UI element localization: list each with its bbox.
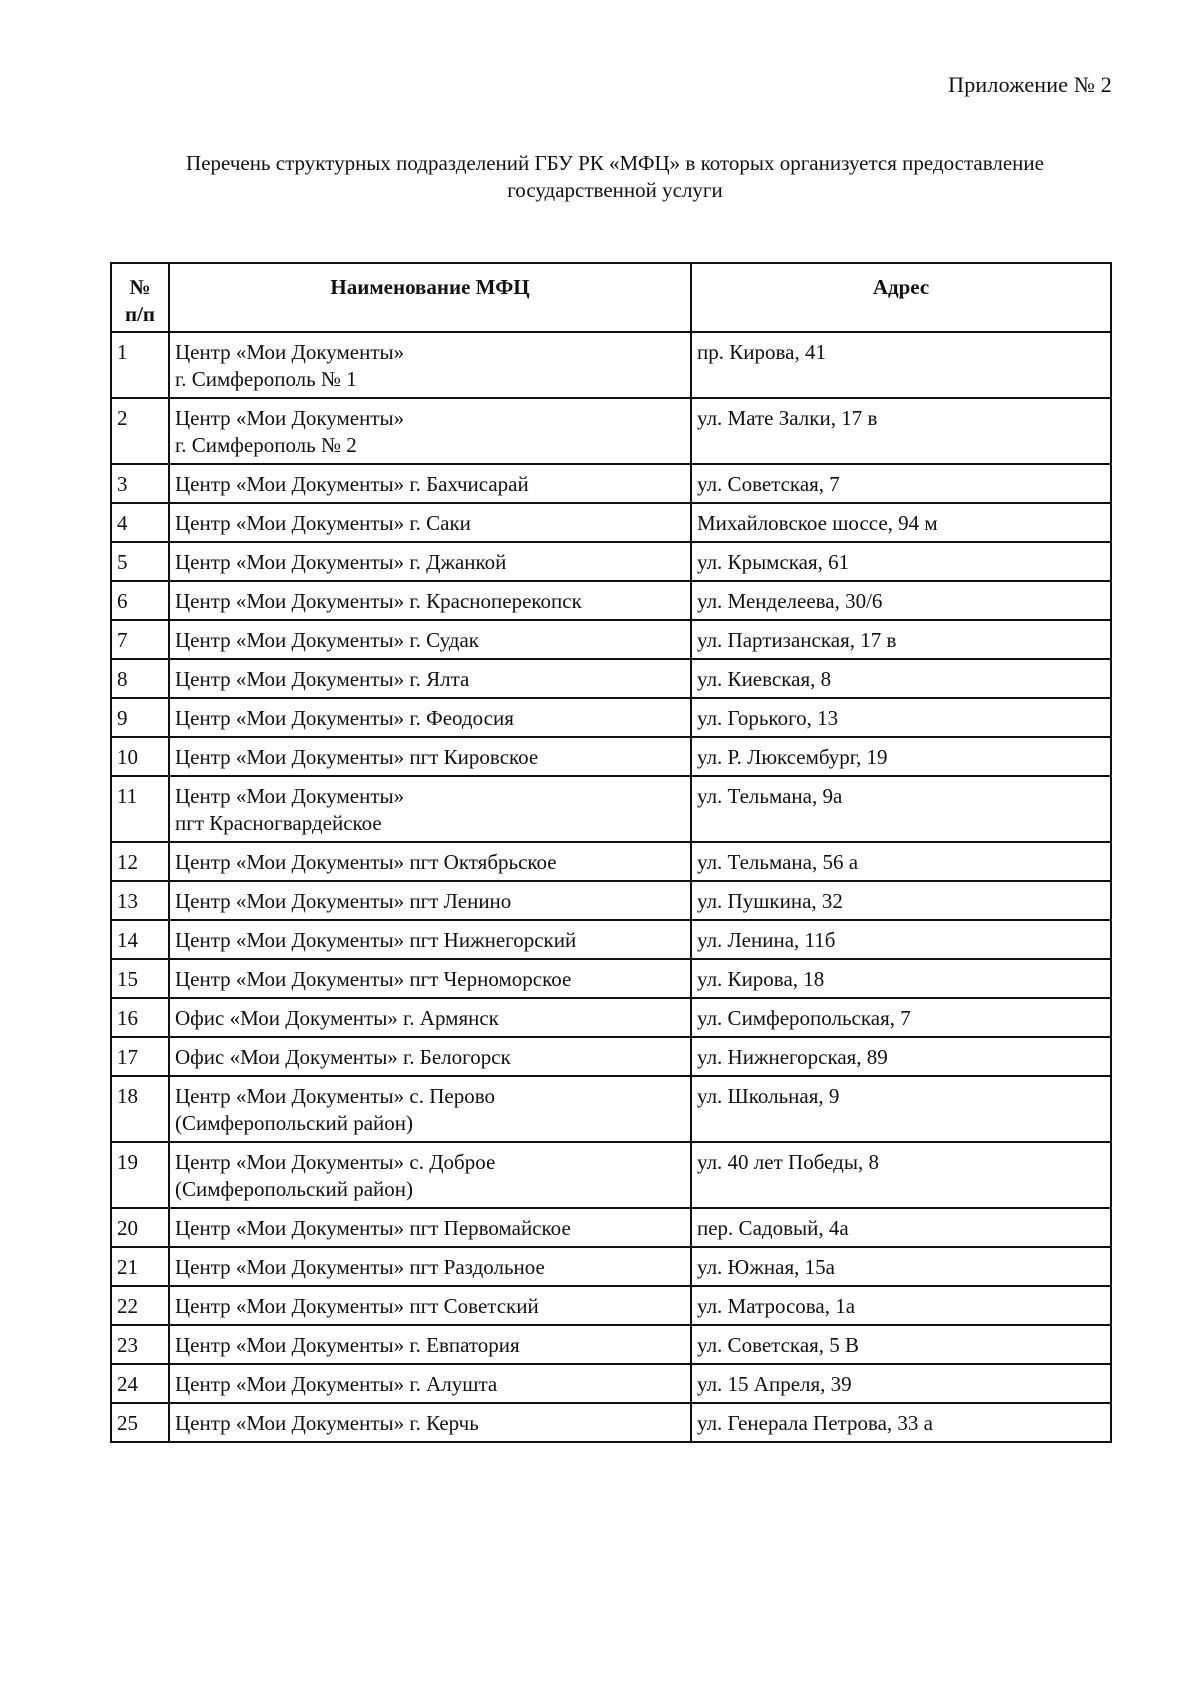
- table-row: [111, 503, 1111, 542]
- mfc-name: [169, 920, 691, 959]
- mfc-address: пр. Кирова, 41: [691, 332, 1111, 398]
- mfc-name: [169, 542, 691, 581]
- title-line-1: Перечень структурных подразделений ГБУ РК «МФЦ» в которых организуется предоставление: [186, 151, 1044, 175]
- mfc-name: [169, 959, 691, 998]
- row-number: 19: [111, 1142, 169, 1208]
- mfc-address: ул. Тельмана, 9а: [691, 776, 1111, 842]
- mfc-name: [169, 698, 691, 737]
- table-row: [111, 581, 1111, 620]
- mfc-name: [169, 620, 691, 659]
- mfc-address: ул. Советская, 7: [691, 464, 1111, 503]
- mfc-name-line: (Симферопольский район): [175, 1111, 414, 1135]
- mfc-name-line: Центр «Мои Документы» пгт Кировское: [175, 745, 539, 769]
- mfc-address: ул. Р. Люксембург, 19: [691, 737, 1111, 776]
- row-number: 14: [111, 920, 169, 959]
- header-num: [111, 263, 169, 332]
- mfc-name: [169, 776, 691, 842]
- mfc-name: [169, 659, 691, 698]
- mfc-name: [169, 1208, 691, 1247]
- row-number: 5: [111, 542, 169, 581]
- mfc-name-line: Центр «Мои Документы» г. Евпатория: [175, 1333, 520, 1357]
- document-title: [110, 150, 1120, 204]
- mfc-name-line: Офис «Мои Документы» г. Армянск: [175, 1006, 499, 1030]
- mfc-address: ул. Нижнегорская, 89: [691, 1037, 1111, 1076]
- table-row: [111, 1037, 1111, 1076]
- header-num-line-2: п/п: [124, 302, 156, 326]
- mfc-address: ул. Матросова, 1а: [691, 1286, 1111, 1325]
- row-number: 7: [111, 620, 169, 659]
- table-row: [111, 464, 1111, 503]
- header-name: Наименование МФЦ: [169, 263, 691, 332]
- table-row: [111, 1247, 1111, 1286]
- mfc-name-line: Центр «Мои Документы» пгт Ленино: [175, 889, 512, 913]
- mfc-address: ул. Симферопольская, 7: [691, 998, 1111, 1037]
- mfc-name: [169, 1403, 691, 1442]
- mfc-address: ул. Киевская, 8: [691, 659, 1111, 698]
- mfc-name-line: Центр «Мои Документы» пгт Черноморское: [175, 967, 572, 991]
- mfc-address: ул. Генерала Петрова, 33 а: [691, 1403, 1111, 1442]
- mfc-name: [169, 1364, 691, 1403]
- mfc-name: [169, 842, 691, 881]
- mfc-address: ул. 40 лет Победы, 8: [691, 1142, 1111, 1208]
- table-row: [111, 842, 1111, 881]
- mfc-name: [169, 1037, 691, 1076]
- table-row: [111, 659, 1111, 698]
- mfc-name: [169, 332, 691, 398]
- table-row: [111, 776, 1111, 842]
- mfc-address: Михайловское шоссе, 94 м: [691, 503, 1111, 542]
- annex-label: Приложение № 2: [948, 72, 1112, 97]
- row-number: 8: [111, 659, 169, 698]
- mfc-name: [169, 581, 691, 620]
- table-row: [111, 1208, 1111, 1247]
- mfc-name-line: Центр «Мои Документы» г. Алушта: [175, 1372, 498, 1396]
- row-number: 18: [111, 1076, 169, 1142]
- row-number: 17: [111, 1037, 169, 1076]
- mfc-name-line: Центр «Мои Документы» г. Красноперекопск: [175, 589, 582, 613]
- table-row: [111, 620, 1111, 659]
- row-number: 9: [111, 698, 169, 737]
- mfc-name-line: Центр «Мои Документы» пгт Нижнегорский: [175, 928, 577, 952]
- row-number: 13: [111, 881, 169, 920]
- table-row: [111, 920, 1111, 959]
- mfc-name: [169, 881, 691, 920]
- mfc-name-line: Центр «Мои Документы» пгт Советский: [175, 1294, 539, 1318]
- mfc-name-line: Центр «Мои Документы» г. Керчь: [175, 1411, 479, 1435]
- row-number: 12: [111, 842, 169, 881]
- mfc-name: [169, 737, 691, 776]
- header-address: Адрес: [691, 263, 1111, 332]
- row-number: 11: [111, 776, 169, 842]
- row-number: 10: [111, 737, 169, 776]
- table-row: [111, 698, 1111, 737]
- row-number: 23: [111, 1325, 169, 1364]
- mfc-address: ул. 15 Апреля, 39: [691, 1364, 1111, 1403]
- row-number: 22: [111, 1286, 169, 1325]
- title-line-2: государственной услуги: [507, 178, 723, 202]
- row-number: 21: [111, 1247, 169, 1286]
- header-num-line-1: №: [129, 275, 151, 299]
- table-row: [111, 1364, 1111, 1403]
- row-number: 20: [111, 1208, 169, 1247]
- mfc-address: ул. Менделеева, 30/6: [691, 581, 1111, 620]
- mfc-name-line: Центр «Мои Документы» г. Джанкой: [175, 550, 507, 574]
- mfc-name: [169, 1286, 691, 1325]
- mfc-name-line: пгт Красногвардейское: [175, 811, 382, 835]
- table-row: [111, 998, 1111, 1037]
- mfc-name-line: Центр «Мои Документы» пгт Октябрьское: [175, 850, 557, 874]
- row-number: 2: [111, 398, 169, 464]
- table-row: [111, 737, 1111, 776]
- table-row: [111, 959, 1111, 998]
- mfc-address: ул. Советская, 5 В: [691, 1325, 1111, 1364]
- table-row: [111, 332, 1111, 398]
- mfc-name-line: Центр «Мои Документы» г. Саки: [175, 511, 471, 535]
- mfc-name-line: Офис «Мои Документы» г. Белогорск: [175, 1045, 511, 1069]
- mfc-name: [169, 1142, 691, 1208]
- mfc-name-line: г. Симферополь № 1: [175, 367, 357, 391]
- mfc-name-line: Центр «Мои Документы»: [175, 340, 405, 364]
- mfc-address: ул. Ленина, 11б: [691, 920, 1111, 959]
- row-number: 16: [111, 998, 169, 1037]
- mfc-name-line: Центр «Мои Документы» пгт Раздольное: [175, 1255, 545, 1279]
- mfc-table: [110, 262, 1112, 1443]
- mfc-address: ул. Мате Залки, 17 в: [691, 398, 1111, 464]
- table-body: [111, 332, 1111, 1442]
- table-row: [111, 1076, 1111, 1142]
- mfc-address: пер. Садовый, 4а: [691, 1208, 1111, 1247]
- mfc-name-line: г. Симферополь № 2: [175, 433, 357, 457]
- table-row: [111, 1142, 1111, 1208]
- row-number: 4: [111, 503, 169, 542]
- mfc-address: ул. Кирова, 18: [691, 959, 1111, 998]
- mfc-name-line: Центр «Мои Документы» г. Судак: [175, 628, 479, 652]
- mfc-address: ул. Школьная, 9: [691, 1076, 1111, 1142]
- row-number: 25: [111, 1403, 169, 1442]
- table-header-row: [111, 263, 1111, 332]
- table-row: [111, 398, 1111, 464]
- mfc-address: ул. Горького, 13: [691, 698, 1111, 737]
- mfc-address: ул. Пушкина, 32: [691, 881, 1111, 920]
- table-row: [111, 1325, 1111, 1364]
- mfc-name: [169, 503, 691, 542]
- mfc-name-line: Центр «Мои Документы» г. Феодосия: [175, 706, 514, 730]
- mfc-name-line: Центр «Мои Документы» пгт Первомайское: [175, 1216, 571, 1240]
- mfc-address: ул. Южная, 15а: [691, 1247, 1111, 1286]
- mfc-name: [169, 1076, 691, 1142]
- mfc-name: [169, 398, 691, 464]
- mfc-name-line: Центр «Мои Документы» с. Перово: [175, 1084, 495, 1108]
- table-row: [111, 542, 1111, 581]
- table-row: [111, 1286, 1111, 1325]
- row-number: 24: [111, 1364, 169, 1403]
- mfc-name: [169, 464, 691, 503]
- mfc-name-line: Центр «Мои Документы»: [175, 406, 405, 430]
- row-number: 15: [111, 959, 169, 998]
- mfc-name-line: Центр «Мои Документы» с. Доброе: [175, 1150, 496, 1174]
- mfc-name-line: (Симферопольский район): [175, 1177, 414, 1201]
- mfc-name-line: Центр «Мои Документы» г. Ялта: [175, 667, 470, 691]
- mfc-address: ул. Партизанская, 17 в: [691, 620, 1111, 659]
- row-number: 1: [111, 332, 169, 398]
- mfc-name: [169, 1325, 691, 1364]
- row-number: 6: [111, 581, 169, 620]
- table-row: [111, 1403, 1111, 1442]
- mfc-address: ул. Крымская, 61: [691, 542, 1111, 581]
- row-number: 3: [111, 464, 169, 503]
- table-row: [111, 881, 1111, 920]
- mfc-name: [169, 998, 691, 1037]
- mfc-name-line: Центр «Мои Документы»: [175, 784, 405, 808]
- mfc-name: [169, 1247, 691, 1286]
- mfc-name-line: Центр «Мои Документы» г. Бахчисарай: [175, 472, 529, 496]
- mfc-address: ул. Тельмана, 56 а: [691, 842, 1111, 881]
